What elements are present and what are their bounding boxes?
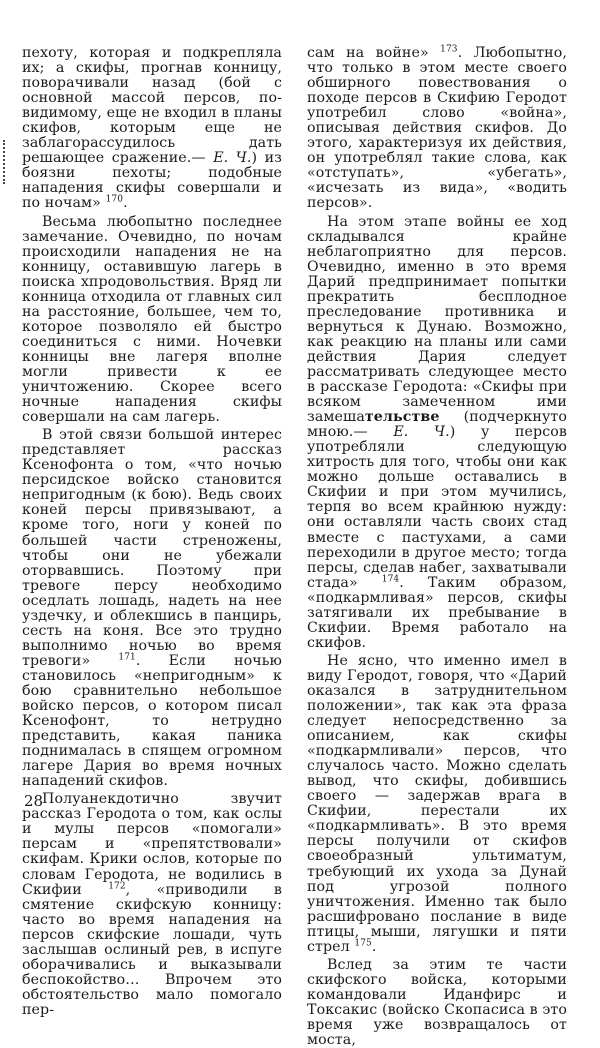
paragraph [307, 46, 567, 212]
text-run: ) у персов употребляли следующую хитрость для того, чтобы они как можно дольше оставались в Скифии и при этом мучились, терпя во всем крайнюю нужду: они оставляли часть своих стад вместе с пастухами, а сами переходили в другое место; тогда персы, сделав набег, захватывали стада» [307, 424, 568, 591]
text-run: ) из боязни пехоты; подобные нападения скифы совершали и по ночам» [22, 150, 283, 212]
paragraph [307, 215, 567, 651]
paragraph [22, 215, 282, 426]
text-run: , «приводили в смятение скифскую конницу: часто во время нападения на персов скифские лошади, чуть заслышав ослиный рев, в испуге оборачивались и выказывали беспокойство… Впрочем это обстоятельство мало помогало пер- [22, 881, 283, 1018]
footnote-ref: 173 [440, 44, 458, 55]
text-run: Весьма любопытно последнее замечание. Очевидно, по ночам происходили нападения не на конницу, оставившую лагерь в поиска хпродовольствия. Вряд ли конница отходила от главных сил на расстояние, большее, чем то, которое позволяло ей быстро соединиться с ними. Ночевки конницы вне лагеря вполне могли привести к ее уничтожению. Скорее всего ночные нападения скифы совершали на сам лагерь. [22, 213, 282, 426]
text-run: Полуанекдотично звучит рассказ Геродота о том, как ослы и мулы персов «помогали» персам и «препятствовали» скифам. Крики ослов, которые по словам Геродота, не водились в Скифии [22, 791, 282, 898]
text-run: . Если ночью становилось «непригодным» к бою сравнительно небольшое войско персов, о котором писал Ксенофонт, то нетрудно представить, какая паника поднималась в спящем огромном лагере Дария во время ночных нападений скифов. [22, 652, 282, 790]
text-run: . [123, 195, 128, 212]
author-initials: Е. Ч. [393, 424, 450, 441]
page-number: 28 [24, 792, 44, 810]
text-run: На этом этапе войны ее ход складывался крайне неблагоприятно для персов. Очевидно, именно в это время Дарий предпринимает попытки прекратить бесплодное преследование противника и вернуться к Дунаю. Возможно, как реакцию на планы или сами действия Дария следует рассматривать следующее место в рассказе Геродота: «Скифы при всяком замеченном ими замеша [307, 213, 567, 426]
text-run: (подчеркнуто мною.— [307, 409, 567, 441]
text-run: . [371, 938, 377, 955]
paragraph [22, 46, 282, 212]
footnote-ref: 174 [381, 573, 400, 584]
left-column [22, 46, 282, 1018]
paragraph [22, 792, 282, 1018]
text-run: В этой связи большой интерес представляет рассказ Ксенофонта о том, «что ночью персидское войско становится непригодным (к бою). Ведь своих коней персы привязывают, а кроме того, ноги у коней по большей части стреножены, чтобы они не убежали оторвавшись. Поэтому при тревоге персу необходимо оседлать лошадь, надеть на нее уздечку, и облекшись в панцирь, сесть на коня. Все это трудно выполнимо ночью во время тревоги» [22, 427, 282, 669]
author-initials: Е. Ч. [213, 150, 252, 167]
footnote-ref: 172 [108, 880, 126, 891]
margin-pencil-mark [3, 140, 7, 184]
text-run: . Таким образом, «подкармливая» персов, скифы затягивали их пребывание в Скифии. Время работало на скифов. [307, 574, 567, 651]
text-run: пехоту, которая и подкрепляла их; а скифы, прогнав конницу, поворачивали назад (бой с основной массой персов, по-видимому, еще не входил в планы скифов, которым еще не заблагорассудилось дать решающее сражение.— [22, 45, 282, 167]
footnote-ref: 170 [105, 194, 124, 205]
footnote-ref: 171 [118, 652, 136, 663]
text-run: . Любопытно, что только в этом месте своего обширного повествования о походе персов в Скифию Геродот употребил слово «война», описывая действия скифов. До этого, характеризуя их действия, он употреблял такие слова, как «отступать», «убегать», «исчезать из вида», «водить персов». [307, 45, 567, 212]
paragraph [307, 654, 567, 955]
footnote-ref: 175 [354, 938, 372, 949]
text-run: Вслед за этим те части скифского войска, которыми командовали Иданфирс и Токсакис (войско Скопасиса в это время уже возвращалось от моста, [307, 956, 567, 1048]
text-run: сам на войне» [307, 45, 441, 61]
emphasis: тельстве [364, 409, 440, 426]
right-column [307, 46, 567, 1048]
paragraph [22, 428, 282, 789]
text-run: Не ясно, что именно имел в виду Геродот, говоря, что «Дарий оказался в затруднительном положении», так как эта фраза следует непосредственно за описанием, как скифы «подкармливали» персов, что случалось часто. Можно сделать вывод, что скифы, добившись своего — задержав врага в Скифии, перестали их «подкармливать». В это время персы получили от скифов своеобразный ультиматум, требующий их ухода за Дунай под угрозой полного уничтожения. Именно так было расшифровано послание в виде птицы, мыши, лягушки и пяти стрел [307, 652, 567, 955]
paragraph [307, 958, 567, 1048]
